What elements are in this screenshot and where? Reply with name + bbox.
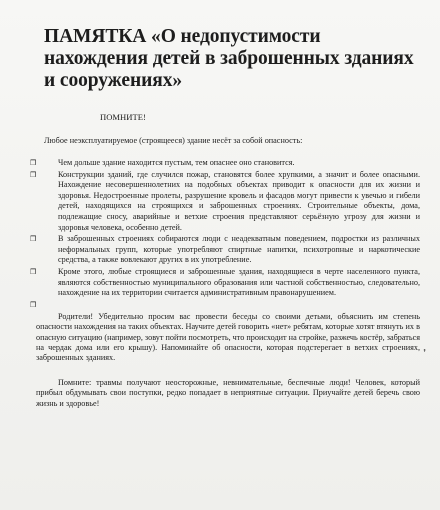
list-item-text: Конструкции зданий, где случился пожар, становятся более хрупкими, а значит и более опасными. Нахождение несовершеннолетних на подобных объектах приводит к опасности для их жизни и здоровья. Недостроенные пролеты, разрушение кровель и фасадов могут привести к увечью и гибели детей, находящихся на строящихся и заброшенных строениях. Строительные объекты, дома, подлежащие сносу, аварийные и ветхие строения представляют серьёзную угрозу для жизни и здоровья человека, особенно детей. — [58, 169, 420, 232]
checkbox-bullet-icon: ❒ — [30, 300, 37, 309]
list-item — [30, 158, 420, 169]
checkbox-bullet-icon: ❒ — [30, 159, 37, 167]
margin-mark-icon: ❜ — [423, 348, 426, 357]
intro-text: Любое неэксплуатируемое (строящееся) здание несёт за собой опасность: — [44, 136, 303, 145]
document-title: ПАМЯТКА «О недопустимости нахождения детей в заброшенных зданиях и сооружениях» — [44, 26, 414, 91]
remember-heading: ПОМНИТЕ! — [100, 112, 146, 122]
list-item — [30, 267, 420, 299]
danger-list — [30, 158, 420, 311]
checkbox-bullet-icon: ❒ — [30, 170, 37, 179]
list-item — [30, 170, 420, 234]
final-paragraph: Помните: травмы получают неосторожные, невнимательные, беспечные люди! Человек, который прибыл обдумывать свои поступки, редко попадает в неприятные ситуации. Приучайте детей беречь свою жизнь и здоровье! — [36, 377, 420, 408]
list-item — [30, 234, 420, 266]
checkbox-bullet-icon: ❒ — [30, 235, 37, 244]
parents-paragraph: Родители! Убедительно просим вас провести беседы со своими детьми, объяснить им степень опасности нахождения на таких объектах. Научите детей говорить «нет» ребятам, которые хотят втянуть их в опасную ситуацию (например, зовут пойти посмотреть, что происходит на стройке, разжечь костёр, забраться на чердак дома или его крышу). Напоминайте об опасности, которая подстерегает в ветхих строениях, заброшенных зданиях. — [36, 311, 420, 363]
list-item-empty — [30, 300, 420, 311]
list-item-text: Кроме этого, любые строящиеся и заброшенные здания, находящиеся в черте населенного пункта, являются собственностью муниципального образования или частной собственностью, следовательно, нахождение на их территории считается административным правонарушением. — [58, 266, 420, 298]
list-item-text: В заброшенных строениях собираются люди с неадекватным поведением, подростки из различных неформальных групп, которые употребляют спиртные напитки, психотропные и наркотические средства, а также вовлекают других в их употребление. — [58, 234, 420, 265]
checkbox-bullet-icon: ❒ — [30, 267, 37, 276]
list-item-text: Чем дольше здание находится пустым, тем опаснее оно становится. — [58, 158, 295, 167]
